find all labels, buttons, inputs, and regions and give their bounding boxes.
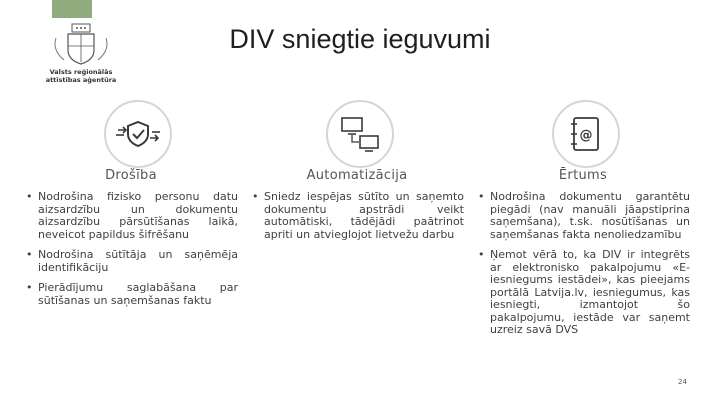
- shield-transfer-icon: [106, 102, 170, 166]
- column-title-convenience: Ērtums: [558, 168, 608, 183]
- column-security: [24, 168, 238, 315]
- list-item: • Nodrošina fizisko personu datu aizsardzību un dokumentu aizsardzību pārsūtīšanas laikā, neveicot papildus šifrēšanu: [24, 191, 238, 241]
- logo-accent-bar: [52, 0, 92, 18]
- logo-text: [36, 68, 126, 84]
- svg-text:@: @: [579, 128, 593, 143]
- logo-text-line1: Valsts reģionālās: [49, 68, 113, 76]
- list-item: • Nodrošina dokumentu garantētu piegādi (nav manuāli jāapstiprina saņemšana), t.sk. nosūtīšanas un saņemšanas fakta nenoliedzamību: [476, 191, 690, 241]
- computers-network-icon: [328, 102, 392, 166]
- automation-bullet-list: [250, 191, 464, 241]
- list-item: • Sniedz iespējas sūtīto un saņemto dokumentu apstrādi veikt automātiski, tādējādi paātrinot apriti un atvieglojot lietvežu darbu: [250, 191, 464, 241]
- convenience-bullet-list: [476, 191, 690, 337]
- page-title: DIV sniegtie ieguvumi: [229, 24, 491, 54]
- column-automation: [250, 168, 464, 249]
- column-convenience: [476, 168, 690, 345]
- agency-logo: [36, 18, 126, 93]
- column-title-security: Drošība: [105, 168, 157, 183]
- security-icon-circle: [104, 100, 172, 168]
- address-book-icon: [554, 102, 618, 166]
- security-bullet-list: [24, 191, 238, 307]
- list-item: • Ņemot vērā to, ka DIV ir integrēts ar elektronisko pakalpojumu «E-iesniegums iestādei», kas pieejams portālā Latvija.lv, iesniegumus, kas iesniegti, izmantojot šo pakalpojumu, iestāde var saņemt uzreiz savā DVS: [476, 249, 690, 337]
- coat-of-arms-icon: [48, 18, 114, 66]
- page-number: 24: [678, 378, 687, 386]
- logo-text-line2: attīstības aģentūra: [45, 76, 117, 84]
- column-title-automation: Automatizācija: [306, 168, 408, 183]
- list-item: • Nodrošina sūtītāja un saņēmēja identifikāciju: [24, 249, 238, 274]
- list-item: • Pierādījumu saglabāšana par sūtīšanas un saņemšanas faktu: [24, 282, 238, 307]
- automation-icon-circle: [326, 100, 394, 168]
- convenience-icon-circle: [552, 100, 620, 168]
